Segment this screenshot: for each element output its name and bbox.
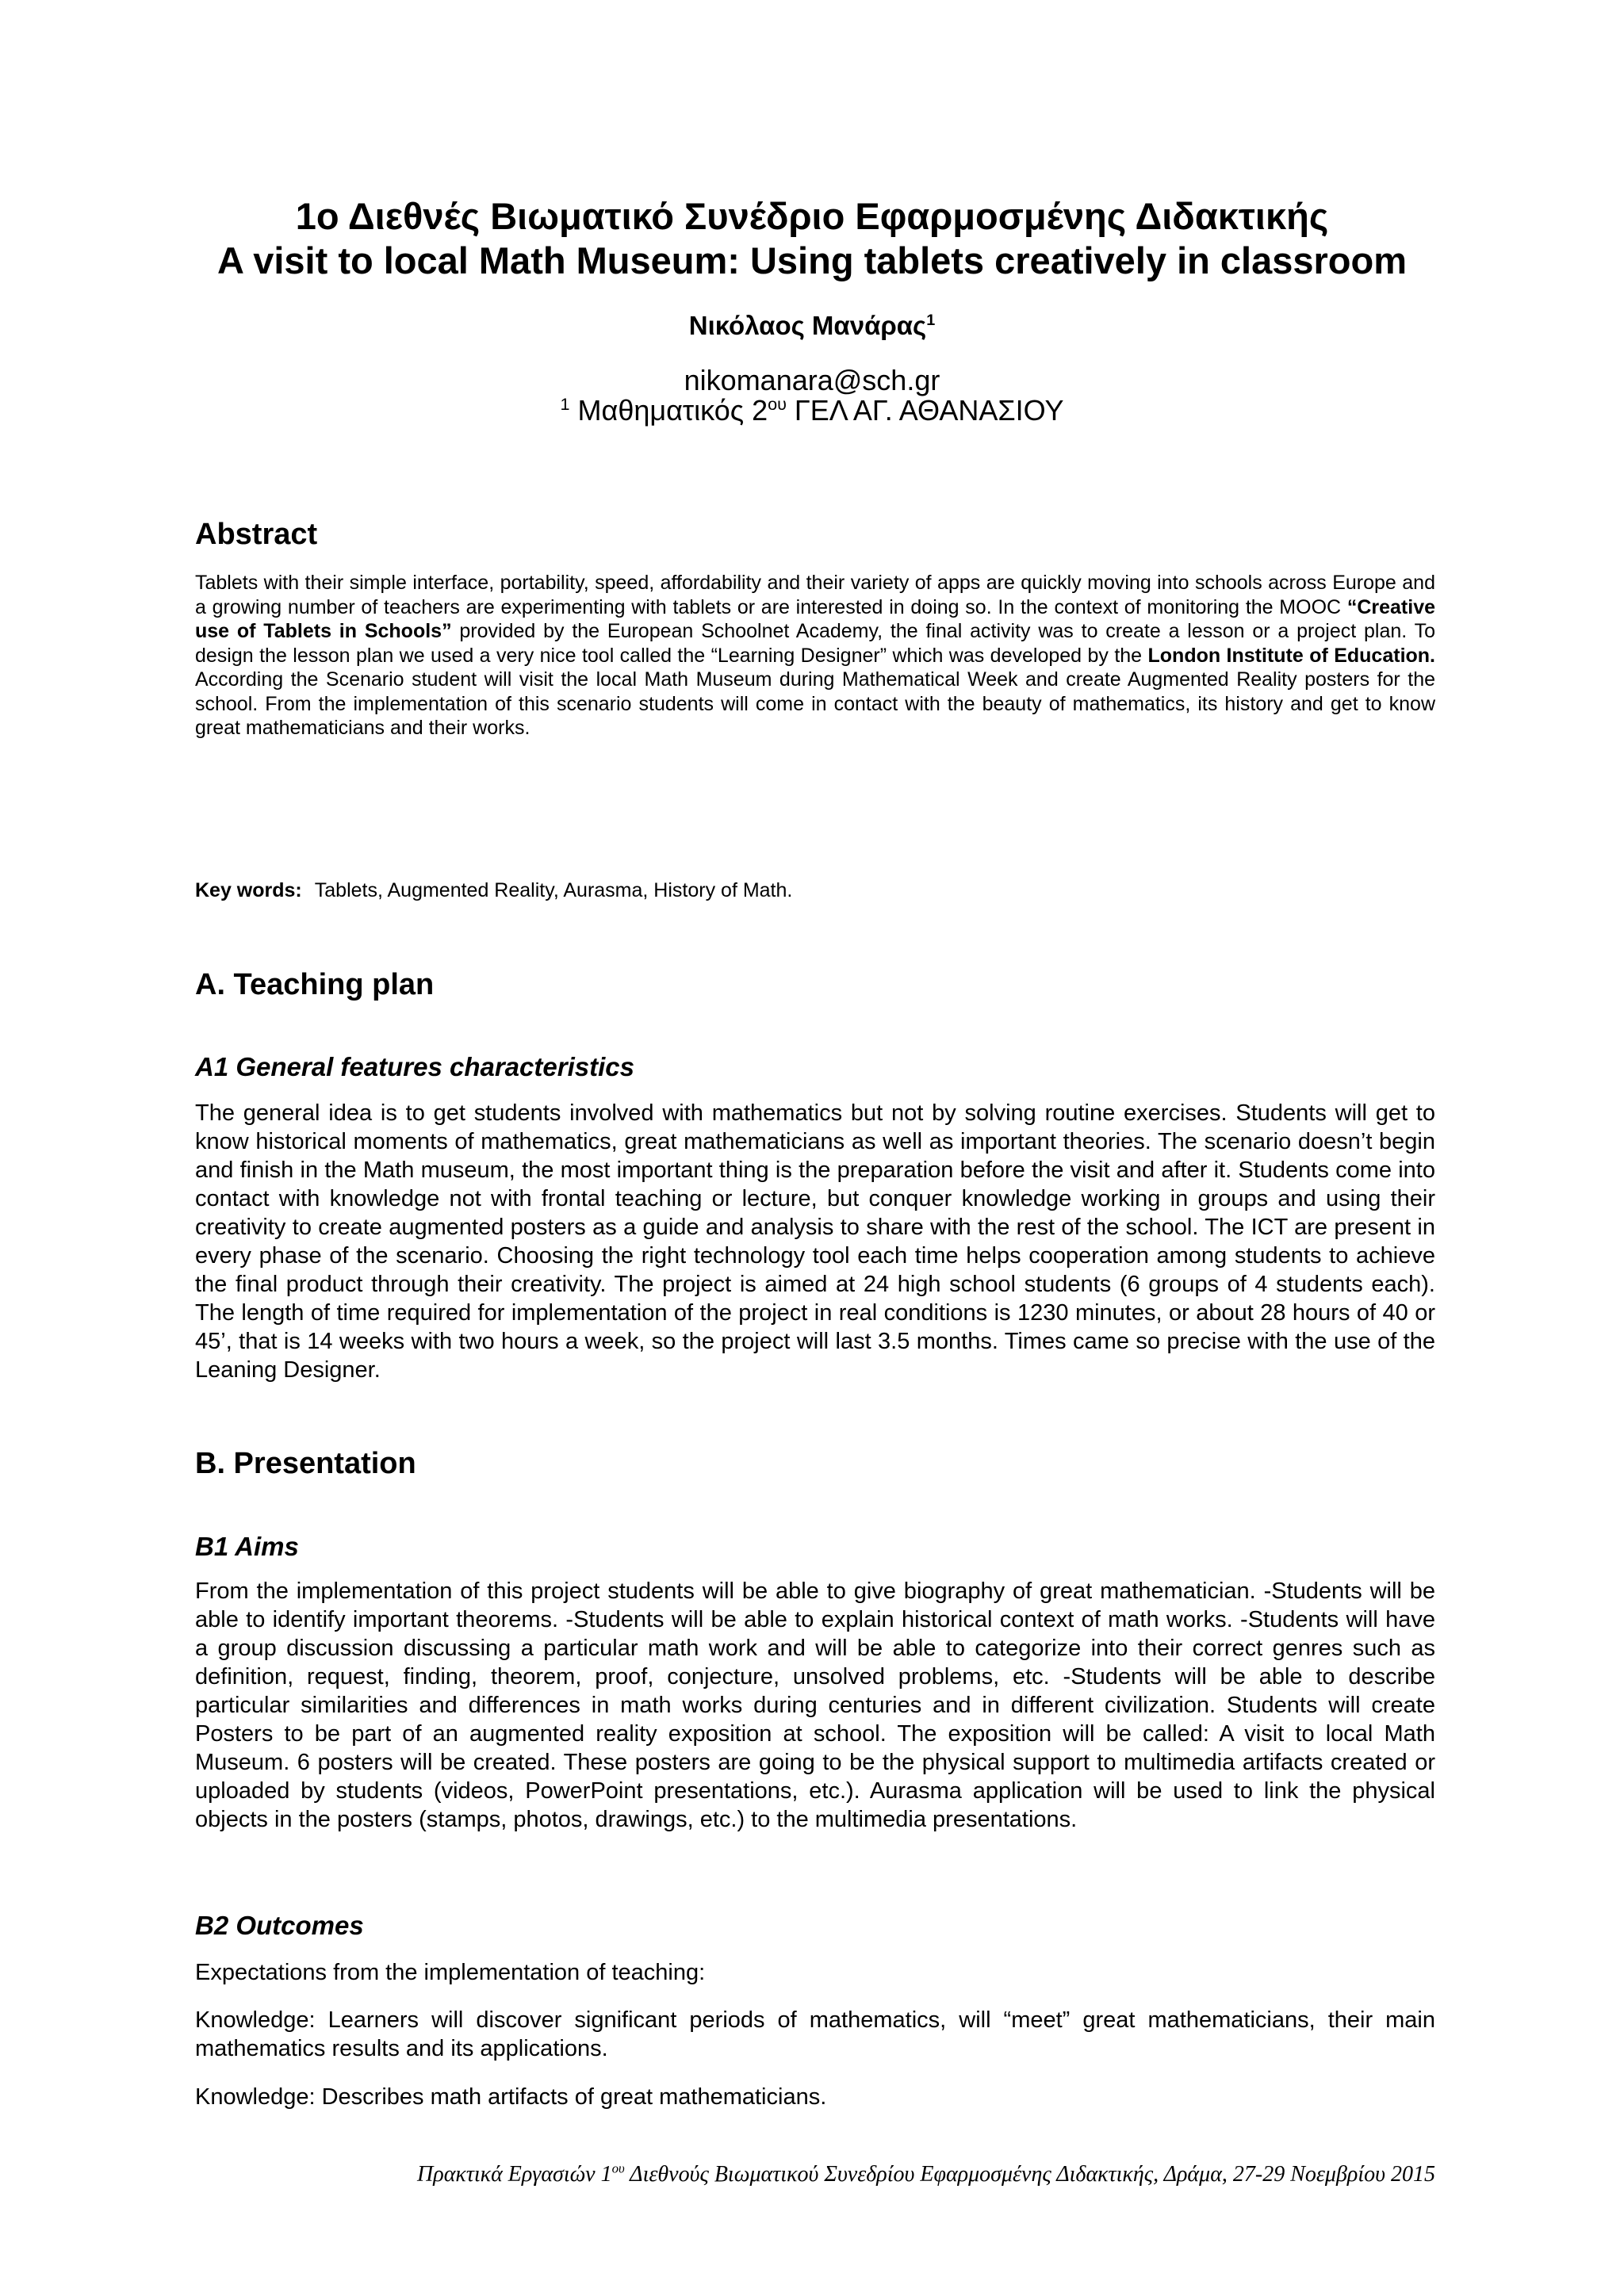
abstract-heading: Abstract [195,518,318,551]
abstract-institute: London Institute of Education. [1147,644,1435,667]
keywords-text: Tablets, Augmented Reality, Aurasma, History of Math. [314,879,793,901]
section-b2-intro: Expectations from the implementation of teaching: [195,1960,706,1985]
author-name [0,309,1624,342]
section-b2-knowledge-1: Knowledge: Learners will discover significant periods of mathematics, will “meet” great mathematicians, their main mathematics results and its applications. [195,2007,1435,2061]
section-b-heading: B. Presentation [195,1447,416,1480]
author-affiliation [0,393,1624,428]
affiliation-footnote-mark: 1 [560,394,570,414]
section-a-heading: A. Teaching plan [195,968,435,1001]
section-b2-heading: B2 Outcomes [195,1911,364,1940]
abstract-part-2: provided by the European Schoolnet Academy, the final activity was to create a lesson or a project plan. To design the lesson plan we used a very nice tool called the “Learning Designer” which was developed by the [195,620,1435,667]
abstract-part-3: According the Scenario student will visit the local Math Museum during Mathematical Week and create Augmented Reality posters for the school. From the implementation of this scenario students will come in contact with the beauty of mathematics, its history and get to know great mathematicians and their works. [195,668,1435,739]
abstract-text [195,571,1435,740]
author-email: nikomanara@sch.gr [684,364,940,396]
footer-text-post: Διεθνούς Βιωματικού Συνεδρίου Εφαρμοσμένης Διδακτικής, Δράμα, 27-29 Νοεμβρίου 2015 [624,2162,1435,2187]
affiliation-ordinal: ου [768,394,787,414]
paper-title: A visit to local Math Museum: Using tablets creatively in classroom [216,239,1408,281]
section-a1-text: The general idea is to get students involved with mathematics but not by solving routine exercises. Students will get to know historical moments of mathematics, great mathematicians as well as important theories. The scenario doesn’t begin and finish in the Math museum, the most important thing is the preparation before the visit and after it. Students come into contact with knowledge not with frontal teaching or lecture, but conquer knowledge working in groups and using their creativity to create augmented posters as a guide and analysis to share with the rest of the school. The ICT are present in every phase of the scenario. Choosing the right technology tool each time helps cooperation among students to achieve the final product through their creativity. The project is aimed at 24 high school students (6 groups of 4 students each). The length of time required for implementation of the project in real conditions is 1230 minutes, or about 28 hours of 40 or 45’, that is 14 weeks with two hours a week, so the project will last 3.5 months. Times came so precise with the use of the Leaning Designer. [195,1100,1435,1383]
section-b1-heading: B1 Aims [195,1532,299,1561]
footer-text-pre: Πρακτικά Εργασιών 1 [417,2162,612,2187]
affiliation-text-post: ΓΕΛ ΑΓ. ΑΘΑΝΑΣΙΟΥ [786,394,1064,427]
author-footnote-mark: 1 [926,312,936,329]
keywords-label: Key words: [195,879,302,901]
footer-ordinal: ου [611,2160,625,2176]
keywords [195,878,1435,902]
section-a1-heading: A1 General features characteristics [195,1052,634,1081]
section-b2-knowledge-2: Knowledge: Describes math artifacts of great mathematicians. [195,2084,827,2110]
abstract-part-1: Tablets with their simple interface, portability, speed, affordability and their variety of apps are quickly moving into schools across Europe and a growing number of teachers are experimenting with tablets or are interested in doing so. In the context of monitoring the MOOC [195,572,1435,618]
section-b1-text: From the implementation of this project students will be able to give biography of great mathematician. -Students will be able to identify important theorems. -Students will be able to explain historical context of math works. -Students will have a group discussion discussing a particular math work and will be able to categorize into their correct genres such as definition, request, finding, theorem, proof, conjecture, unsolved problems, etc. -Students will be able to describe particular similarities and differences in math works during centuries and in different civilization. Students will create Posters to be part of an augmented reality exposition at school. The exposition will be called: A visit to local Math Museum. 6 posters will be created. These posters are going to be the physical support to multimedia artifacts created or uploaded by students (videos, PowerPoint presentations, etc.). Aurasma application will be used to link the physical objects in the posters (stamps, photos, drawings, etc.) to the multimedia presentations. [195,1578,1435,1832]
conference-title: 1ο Διεθνές Βιωματικό Συνέδριο Εφαρμοσμένης Διδακτικής [295,195,1329,237]
page-footer [195,2160,1435,2189]
abstract-mooc-title: “Creative use of Tablets in Schools” [195,595,1435,642]
affiliation-text-pre: Μαθηματικός 2 [569,394,768,427]
author-name-text: Νικόλαος Μανάρας [688,311,927,340]
